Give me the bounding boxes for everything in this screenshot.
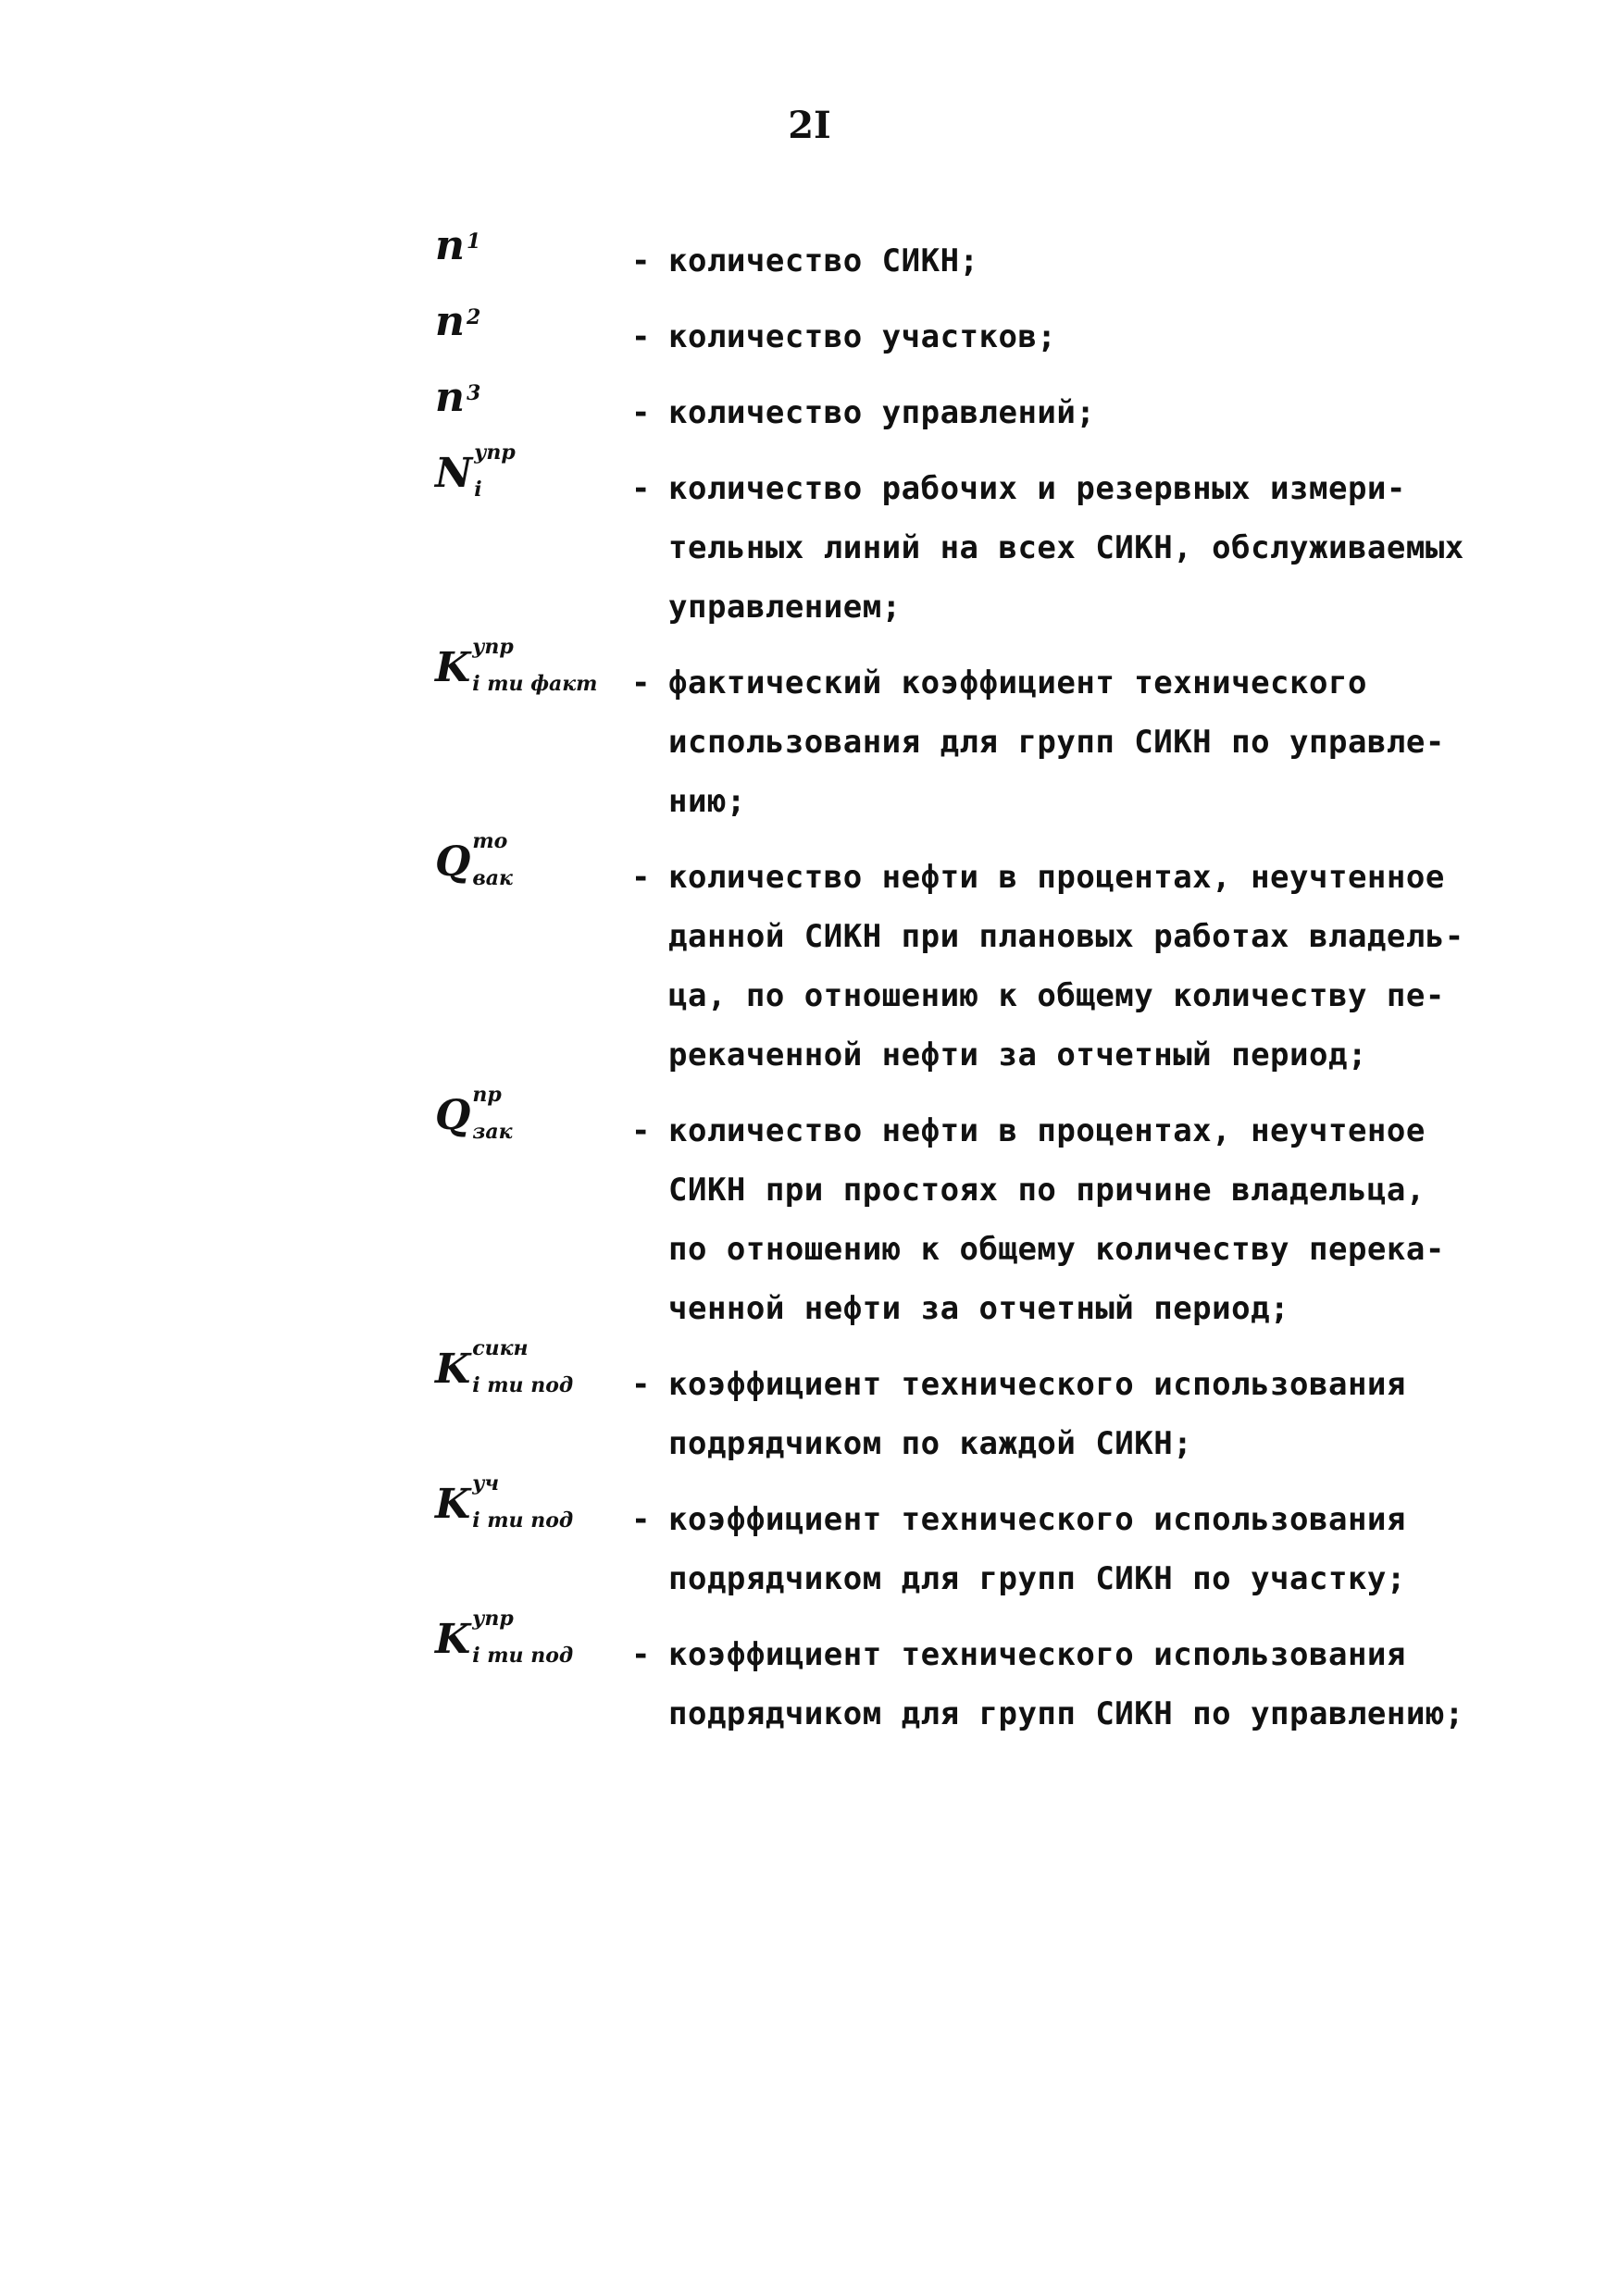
definition-item — [435, 1336, 1463, 1473]
definition-item — [435, 298, 1463, 366]
definition-item — [435, 374, 1463, 442]
definition-item — [435, 1083, 1463, 1338]
definition-item — [435, 1607, 1464, 1744]
definition-dash: - — [631, 242, 651, 279]
definition-text: количество СИКН; — [668, 242, 979, 279]
definition-symbol: K упр i ти под — [435, 1607, 574, 1668]
definition-text: количество нефти в процентах, неучтенное данной СИКН при плановых работах владель- ца, по отношению к общему количеству пе- рекаченной нефти за отчетный период; — [668, 859, 1464, 1074]
definition-dash: - — [631, 859, 651, 896]
definition-text: количество участков; — [668, 318, 1057, 355]
definition-text: количество рабочих и резервных измери- тельных линий на всех СИКН, обслуживаемых управлением; — [668, 470, 1464, 626]
definition-dash: - — [631, 1636, 651, 1673]
definition-symbol: K упр i ти факт — [435, 635, 598, 696]
page-number: 2I — [788, 104, 831, 147]
definition-dash: - — [631, 1501, 651, 1538]
definition-text: фактический коэффициент технического использования для групп СИКН по управле- нию; — [668, 664, 1445, 820]
definition-symbol: K сикн i ти под — [435, 1336, 574, 1397]
definition-symbol: Q пр зак — [435, 1083, 513, 1144]
definition-text: количество нефти в процентах, неучтеное СИКН при простоях по причине владельца, по отношению к общему количеству перека- ченной нефти за отчетный период; — [668, 1112, 1445, 1327]
definition-item — [435, 1471, 1463, 1608]
definition-text: коэффициент технического использования подрядчиком для групп СИКН по участку; — [668, 1501, 1406, 1597]
definition-dash: - — [631, 664, 651, 701]
definition-item — [435, 635, 1463, 831]
definition-item — [435, 829, 1464, 1085]
definition-text: коэффициент технического использования подрядчиком для групп СИКН по управлению; — [668, 1636, 1464, 1732]
definition-symbol: K уч i ти под — [435, 1471, 574, 1533]
definitions-list — [435, 222, 1464, 1744]
definition-text: коэффициент технического использования подрядчиком по каждой СИКН; — [668, 1366, 1406, 1462]
definition-dash: - — [631, 394, 651, 431]
definition-text: количество управлений; — [668, 394, 1096, 431]
definition-item — [435, 441, 1464, 637]
definition-dash: - — [631, 1366, 651, 1403]
definition-symbol: Q то вак — [435, 829, 513, 890]
definition-dash: - — [631, 318, 651, 355]
definition-symbol: n 2 — [435, 298, 481, 345]
definition-dash: - — [631, 1112, 651, 1149]
definition-symbol: N упр i — [435, 441, 516, 502]
definition-symbol: n 1 — [435, 222, 481, 269]
definition-item — [435, 222, 1463, 291]
definition-symbol: n 3 — [435, 374, 481, 421]
definition-dash: - — [631, 470, 651, 507]
